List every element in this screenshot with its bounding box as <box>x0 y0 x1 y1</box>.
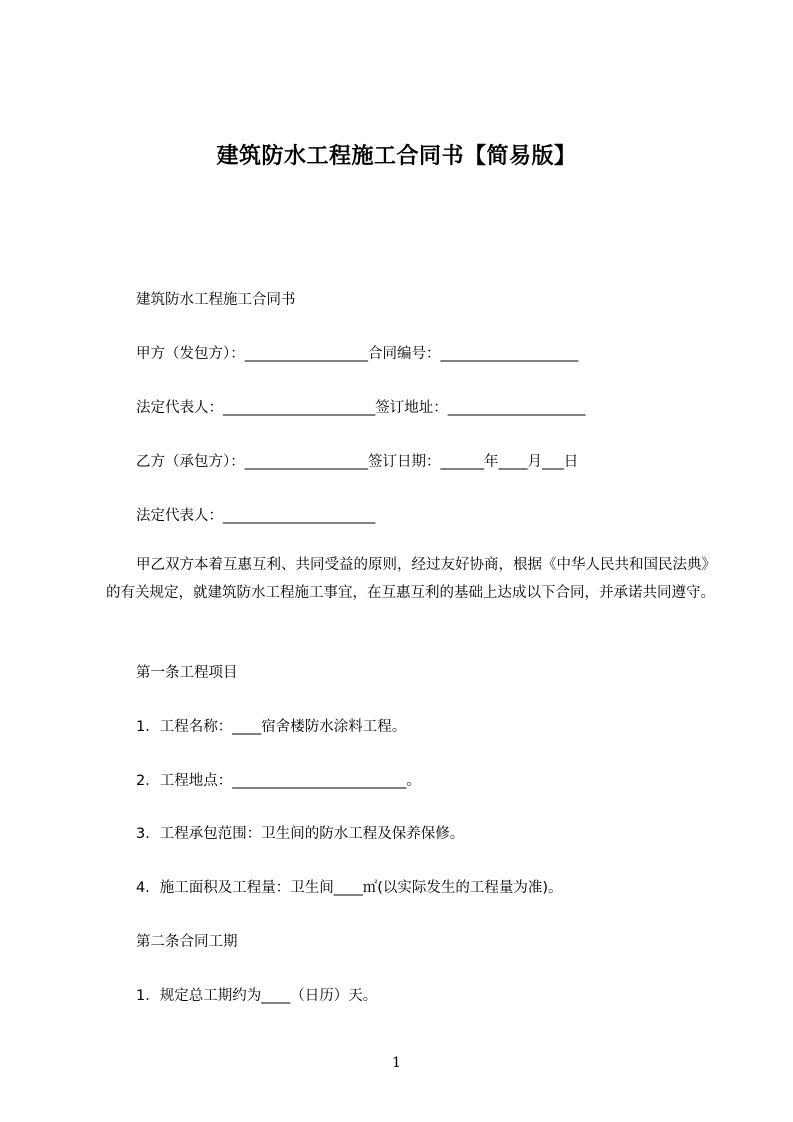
project-scope-item: 3．工程承包范围：卫生间的防水工程及保养保修。 <box>136 826 465 842</box>
article-1-heading: 第一条工程项目 <box>136 665 238 681</box>
document-title: 建筑防水工程施工合同书【简易版】 <box>216 144 577 169</box>
party-b-line: 乙方（承包方）：_________________签订日期：______年____月___日 <box>136 454 579 470</box>
schedule-item: 1．规定总工期约为____（日历）天。 <box>136 988 378 1004</box>
article-2-heading: 第二条合同工期 <box>136 934 238 950</box>
intro-paragraph: 甲乙双方本着互惠互利、共同受益的原则，经过友好协商，根据《中华人民共和国民法典》的有关规定，就建筑防水工程施工事宜，在互惠互利的基础上达成以下合同，并承诺共同遵守。 <box>106 557 716 601</box>
representative-b-line: 法定代表人：_____________________ <box>136 508 376 524</box>
contract-subtitle: 建筑防水工程施工合同书 <box>136 292 296 308</box>
party-a-line: 甲方（发包方）：_________________合同编号：___________________ <box>136 346 579 362</box>
project-name-item: 1．工程名称：____宿舍楼防水涂料工程。 <box>136 719 407 735</box>
project-location-item: 2．工程地点：________________________。 <box>136 773 421 789</box>
representative-a-line: 法定代表人：_____________________签订地址：___________________ <box>136 400 586 416</box>
project-area-item: 4．施工面积及工程量：卫生间____㎡(以实际发生的工程量为准)。 <box>136 880 563 896</box>
page-number: 1 <box>392 1055 401 1071</box>
